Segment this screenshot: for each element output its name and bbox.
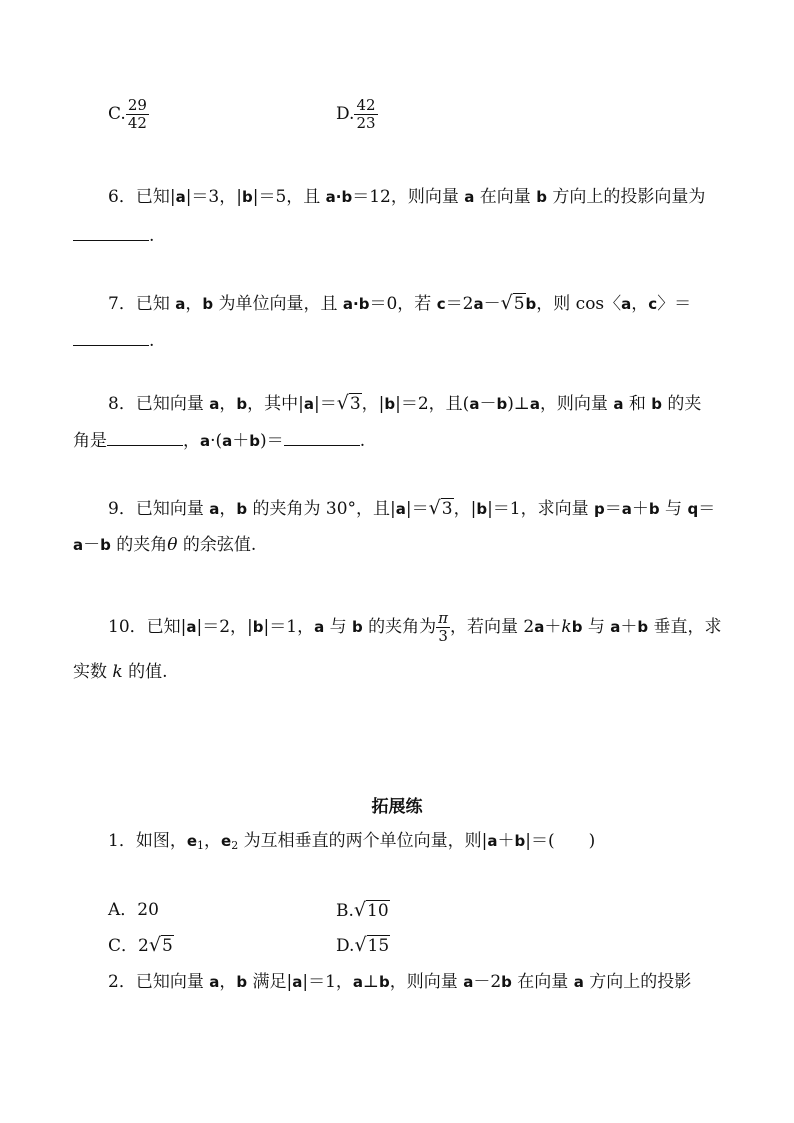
option-c: C. $\frac{29}{42}$ [108, 96, 147, 132]
question-10: 10．已知|a|＝2，|b|＝1，a 与 b 的夹角为 $\frac{\pi}{3}$ ，若向量 2a＋kb 与 a＋b 垂直，求 [108, 609, 722, 645]
fraction-pi-over-3: $\frac{\pi}{3}$ [438, 609, 449, 645]
fraction: $\frac{29}{42}$ [127, 96, 147, 132]
ext-option-a: A．20 [108, 900, 159, 920]
question-8: 8．已知向量 a，b，其中|a|＝√3，|b|＝2，且(a－b)⊥a，则向量 a 和 b 的夹 [108, 392, 702, 414]
answer-blank[interactable] [73, 224, 149, 241]
ext-question-2: 2．已知向量 a，b 满足|a|＝1，a⊥b，则向量 a－2b 在向量 a 方向上的投影 [108, 972, 692, 992]
ext-question-1: 1．如图，$e_1$，$e_2$ 为互相垂直的两个单位向量，则|a＋b|＝( ) [108, 831, 596, 852]
answer-blank[interactable] [284, 429, 360, 446]
question-9: 9．已知向量 a，b 的夹角为 30°，且|a|＝√3，|b|＝1，求向量 p＝a＋b 与 q＝ [108, 497, 716, 519]
question-7-answer: . [73, 329, 154, 353]
sqrt: √5 [148, 934, 173, 956]
fraction: $\frac{42}{23}$ [356, 96, 376, 132]
ext-option-d: D.√15 [336, 934, 390, 956]
question-9-line-2: a－b 的夹角θ 的余弦值. [73, 535, 257, 555]
question-6: 6．已知|a|＝3，|b|＝5，且 a·b＝12，则向量 a 在向量 b 方向上的投影向量为 [108, 187, 706, 207]
sqrt: √5 [500, 292, 525, 314]
ext-option-b: B.√10 [336, 899, 389, 921]
ext-option-c: C．2√5 [108, 934, 173, 956]
question-7: 7．已知 a，b 为单位向量，且 a·b＝0，若 c＝2a－√5b，则 cos〈a，c〉＝ [108, 292, 692, 314]
sqrt: √3 [336, 392, 361, 414]
section-title: 拓展练 [371, 797, 423, 817]
question-8-line-2: 角是 ，a·(a＋b)＝ . [73, 431, 366, 451]
question-10-line-2: 实数 k 的值. [73, 662, 168, 682]
answer-blank[interactable] [73, 329, 149, 346]
option-d: D. $\frac{42}{23}$ [336, 96, 376, 132]
sqrt: √10 [353, 899, 389, 921]
sqrt: √15 [354, 934, 390, 956]
question-6-answer: . [73, 224, 154, 248]
sqrt: √3 [428, 497, 453, 519]
answer-blank[interactable] [107, 429, 183, 446]
